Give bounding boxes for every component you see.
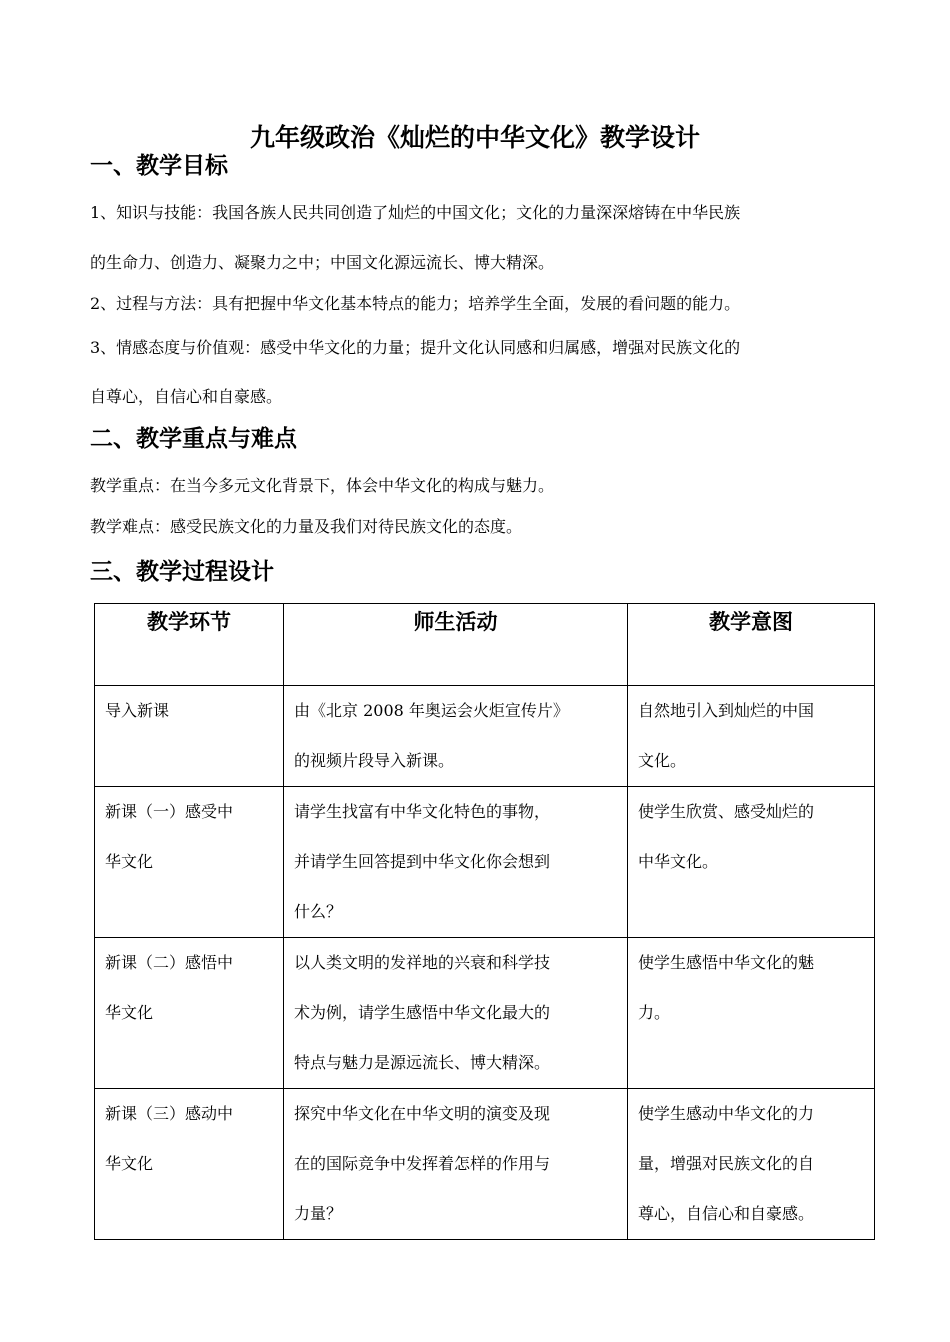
cell-intent xyxy=(628,787,875,938)
header-stage: 教学环节 xyxy=(95,604,284,686)
cell-line: 在的国际竞争中发挥着怎样的作用与 xyxy=(294,1154,551,1173)
cell-line: 请学生找富有中华文化特色的事物， xyxy=(294,802,551,821)
difficult-point: 教学难点：感受民族文化的力量及我们对待民族文化的态度。 xyxy=(90,517,523,536)
cell-line: 使学生感动中华文化的力 xyxy=(638,1104,815,1123)
cell-line: 华文化 xyxy=(105,852,154,871)
cell-activity xyxy=(284,787,628,938)
objective-attitude-line-2: 自尊心，自信心和自豪感。 xyxy=(90,387,283,406)
cell-line: 新课（一）感受中 xyxy=(105,802,234,821)
cell-line: 华文化 xyxy=(105,1154,154,1173)
table-header-row xyxy=(95,604,875,686)
document-title: 九年级政治《灿烂的中华文化》教学设计 xyxy=(249,123,700,152)
section-heading-process: 三、教学过程设计 xyxy=(90,558,274,585)
cell-intent xyxy=(628,938,875,1089)
cell-line: 特点与魅力是源远流长、博大精深。 xyxy=(294,1053,551,1072)
section-heading-objectives: 一、教学目标 xyxy=(90,152,228,179)
cell-line: 什么？ xyxy=(294,902,343,921)
cell-line: 的视频片段导入新课。 xyxy=(294,751,455,770)
cell-line: 量，增强对民族文化的自 xyxy=(638,1154,815,1173)
cell-line: 新课（二）感悟中 xyxy=(105,953,234,972)
objective-knowledge-line-1: 1、知识与技能：我国各族人民共同创造了灿烂的中国文化；文化的力量深深熔铸在中华民族 xyxy=(90,203,741,222)
cell-line: 以人类文明的发祥地的兴衰和科学技 xyxy=(294,953,551,972)
cell-activity xyxy=(284,686,628,787)
cell-stage xyxy=(95,938,284,1089)
cell-line: 力。 xyxy=(638,1003,671,1022)
cell-line: 术为例，请学生感悟中华文化最大的 xyxy=(294,1003,551,1022)
key-point: 教学重点：在当今多元文化背景下，体会中华文化的构成与魅力。 xyxy=(90,476,555,495)
cell-line: 由《北京 2008 年奥运会火炬宣传片》 xyxy=(294,701,569,720)
cell-line: 使学生感悟中华文化的魅 xyxy=(638,953,815,972)
objective-attitude-line-1: 3、情感态度与价值观：感受中华文化的力量；提升文化认同感和归属感，增强对民族文化的 xyxy=(90,338,741,357)
cell-intent xyxy=(628,686,875,787)
cell-line: 尊心，自信心和自豪感。 xyxy=(638,1204,815,1223)
header-intent: 教学意图 xyxy=(628,604,875,686)
table-row xyxy=(95,938,875,1089)
cell-line: 探究中华文化在中华文明的演变及现 xyxy=(294,1104,551,1123)
objective-process-method: 2、过程与方法：具有把握中华文化基本特点的能力；培养学生全面，发展的看问题的能力。 xyxy=(90,294,741,313)
cell-activity xyxy=(284,938,628,1089)
cell-line: 文化。 xyxy=(638,751,687,770)
cell-stage xyxy=(95,787,284,938)
objective-knowledge-line-2: 的生命力、创造力、凝聚力之中；中国文化源远流长、博大精深。 xyxy=(90,253,555,272)
table-row xyxy=(95,787,875,938)
table-row xyxy=(95,1089,875,1240)
cell-stage xyxy=(95,1089,284,1240)
cell-line: 中华文化。 xyxy=(638,852,719,871)
table-row xyxy=(95,686,875,787)
cell-line: 并请学生回答提到中华文化你会想到 xyxy=(294,852,551,871)
cell-stage xyxy=(95,686,284,787)
cell-activity xyxy=(284,1089,628,1240)
header-activity: 师生活动 xyxy=(284,604,628,686)
teaching-process-table xyxy=(94,603,875,1240)
cell-line: 导入新课 xyxy=(105,701,170,720)
cell-line: 华文化 xyxy=(105,1003,154,1022)
cell-line: 自然地引入到灿烂的中国 xyxy=(638,701,815,720)
cell-line: 力量？ xyxy=(294,1204,343,1223)
section-heading-key-points: 二、教学重点与难点 xyxy=(90,425,297,452)
cell-line: 使学生欣赏、感受灿烂的 xyxy=(638,802,815,821)
cell-intent xyxy=(628,1089,875,1240)
cell-line: 新课（三）感动中 xyxy=(105,1104,234,1123)
